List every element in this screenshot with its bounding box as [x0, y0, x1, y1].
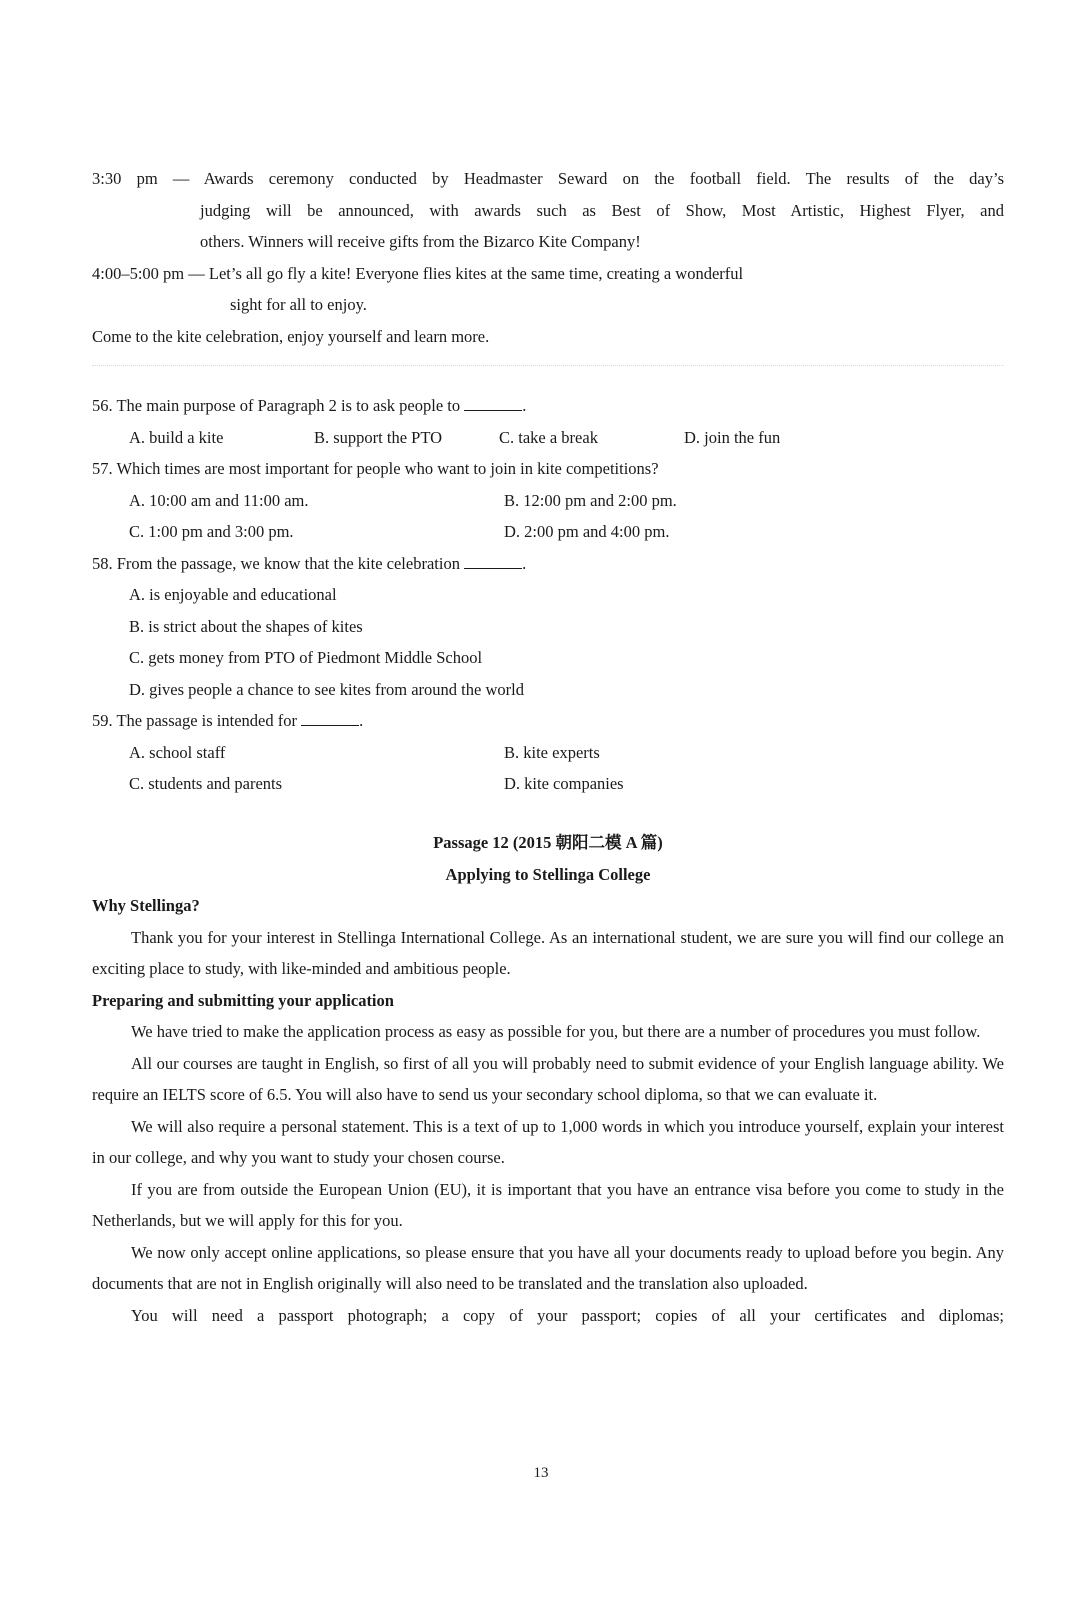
question-57-options-row1 — [92, 485, 1004, 517]
option-a: A. is enjoyable and educational — [129, 585, 337, 604]
option-b: B. kite experts — [504, 742, 600, 762]
section-heading-why: Why Stellinga? — [92, 896, 200, 915]
question-58: 58. From the passage, we know that the kite celebration . — [92, 548, 1004, 580]
paragraph-5: If you are from outside the European Union (EU), it is important that you have an entrance visa before you come to study in the Netherlands, but we will apply for this for you. — [92, 1179, 1004, 1230]
option-c: C. 1:00 pm and 3:00 pm. — [129, 522, 294, 541]
answer-blank — [301, 707, 359, 726]
answer-blank — [464, 550, 522, 569]
schedule-item-330-line3: others. Winners will receive gifts from the Bizarco Kite Company! — [200, 232, 641, 251]
questions-section — [92, 390, 1004, 800]
option-c: C. gets money from PTO of Piedmont Middle School — [129, 648, 483, 667]
passage-title: Applying to Stellinga College — [445, 864, 651, 884]
question-stem: 58. From the passage, we know that the kite celebration — [92, 553, 460, 573]
section-heading-application: Preparing and submitting your application — [92, 990, 394, 1010]
option-d: D. gives people a chance to see kites from around the world — [129, 679, 524, 699]
section-divider — [92, 365, 1004, 366]
question-stem: 56. The main purpose of Paragraph 2 is to ask people to — [92, 396, 461, 415]
option-b: B. is strict about the shapes of kites — [129, 616, 363, 636]
option-c: C. take a break — [499, 427, 598, 447]
paragraph-7: You will need a passport photograph; a copy of your passport; copies of all your certificates and diplomas; — [131, 1305, 1004, 1325]
option-d: D. kite companies — [504, 774, 624, 793]
answer-blank — [464, 392, 522, 411]
schedule-item-400-line2: sight for all to enjoy. — [230, 295, 367, 314]
paragraph-6: We now only accept online applications, so please ensure that you have all your documents ready to upload before you begin. Any documents that are not in English originally will also need to be translated and the translation also uploaded. — [92, 1242, 1004, 1293]
question-56: 56. The main purpose of Paragraph 2 is to ask people to . — [92, 390, 1004, 422]
option-b: B. support the PTO — [314, 427, 443, 447]
option-a: A. 10:00 am and 11:00 am. — [129, 490, 309, 510]
paragraph-4: We will also require a personal statement. This is a text of up to 1,000 words in which you introduce yourself, explain your interest in our college, and why you want to study your chosen course. — [92, 1116, 1004, 1167]
option-c: C. students and parents — [129, 774, 283, 793]
paragraph-2: We have tried to make the application process as easy as possible for you, but there are a number of procedures you must follow. — [131, 1022, 981, 1041]
option-a: A. school staff — [129, 742, 226, 762]
schedule-item-400-line1: 4:00–5:00 pm — Let’s all go fly a kite! Everyone flies kites at the same time, creating a wonderful — [92, 263, 744, 283]
paragraph-1: Thank you for your interest in Stellinga International College. As an international student, we are sure you will find our college an exciting place to study, with like-minded and ambitious people. — [92, 927, 1004, 978]
passage-section — [92, 827, 1004, 1331]
question-59-options-row2 — [92, 768, 1004, 800]
passage-label: Passage 12 (2015 朝阳二模 A 篇) — [433, 833, 663, 852]
schedule-item-330-line1: 3:30 pm — Awards ceremony conducted by Headmaster Seward on the football field. The results of the day’s — [92, 169, 1004, 188]
schedule-section — [92, 163, 1004, 352]
option-d: D. 2:00 pm and 4:00 pm. — [504, 522, 670, 541]
question-57-options-row2 — [92, 516, 1004, 548]
question-57: 57. Which times are most important for people who want to join in kite competitions? — [92, 459, 659, 478]
option-d: D. join the fun — [684, 427, 781, 447]
question-59: 59. The passage is intended for . — [92, 705, 1004, 737]
option-a: A. build a kite — [129, 427, 224, 447]
question-56-options — [92, 422, 1004, 454]
page-number: 13 — [533, 1465, 549, 1481]
question-stem: 59. The passage is intended for — [92, 711, 297, 730]
paragraph-3: All our courses are taught in English, so first of all you will probably need to submit evidence of your English language ability. We require an IELTS score of 6.5. You will also have to send us your secondary school diploma, so that we can evaluate it. — [92, 1053, 1004, 1104]
schedule-item-330-line2: judging will be announced, with awards such as Best of Show, Most Artistic, Highest Flyer, and — [200, 200, 1004, 220]
schedule-closing: Come to the kite celebration, enjoy yourself and learn more. — [92, 326, 490, 346]
option-b: B. 12:00 pm and 2:00 pm. — [504, 490, 677, 510]
question-59-options-row1 — [92, 737, 1004, 769]
